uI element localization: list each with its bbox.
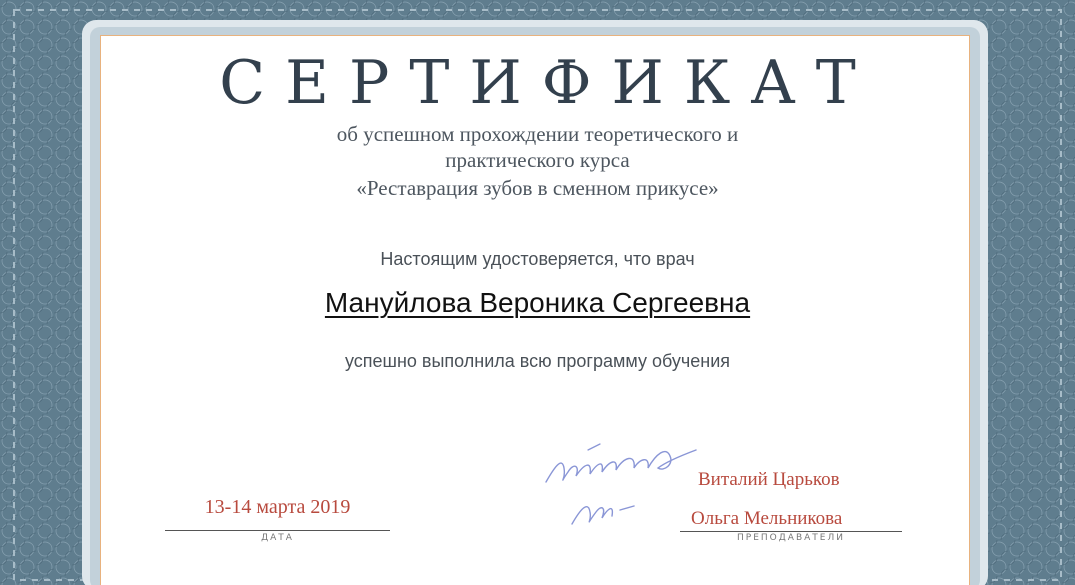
recipient-name-wrapper [0,287,1075,319]
teachers-underline [680,531,902,532]
handwritten-signatures [540,438,710,538]
course-name: «Реставрация зубов в сменном прикусе» [356,176,719,200]
course-date: 13-14 марта 2019 [204,496,351,518]
certify-text: Настоящим удостоверяется, что врач [380,249,695,269]
date-caption: ДАТА [261,533,294,543]
completion-text: успешно выполнила всю программу обучения [344,351,731,371]
subtitle-line-1: об успешном прохождении теоретического и [336,122,739,146]
teacher-name-2: Ольга Мельникова [691,508,843,529]
teachers-caption: ПРЕПОДАВАТЕЛИ [737,533,845,543]
subtitle-line-2: практического курса [445,148,630,172]
certificate-title: СЕРТИФИКАТ [219,48,876,118]
teacher-name-1: Виталий Царьков [698,469,840,490]
date-underline [165,530,390,531]
recipient-name: Мануйлова Вероника Сергеевна [324,287,751,318]
